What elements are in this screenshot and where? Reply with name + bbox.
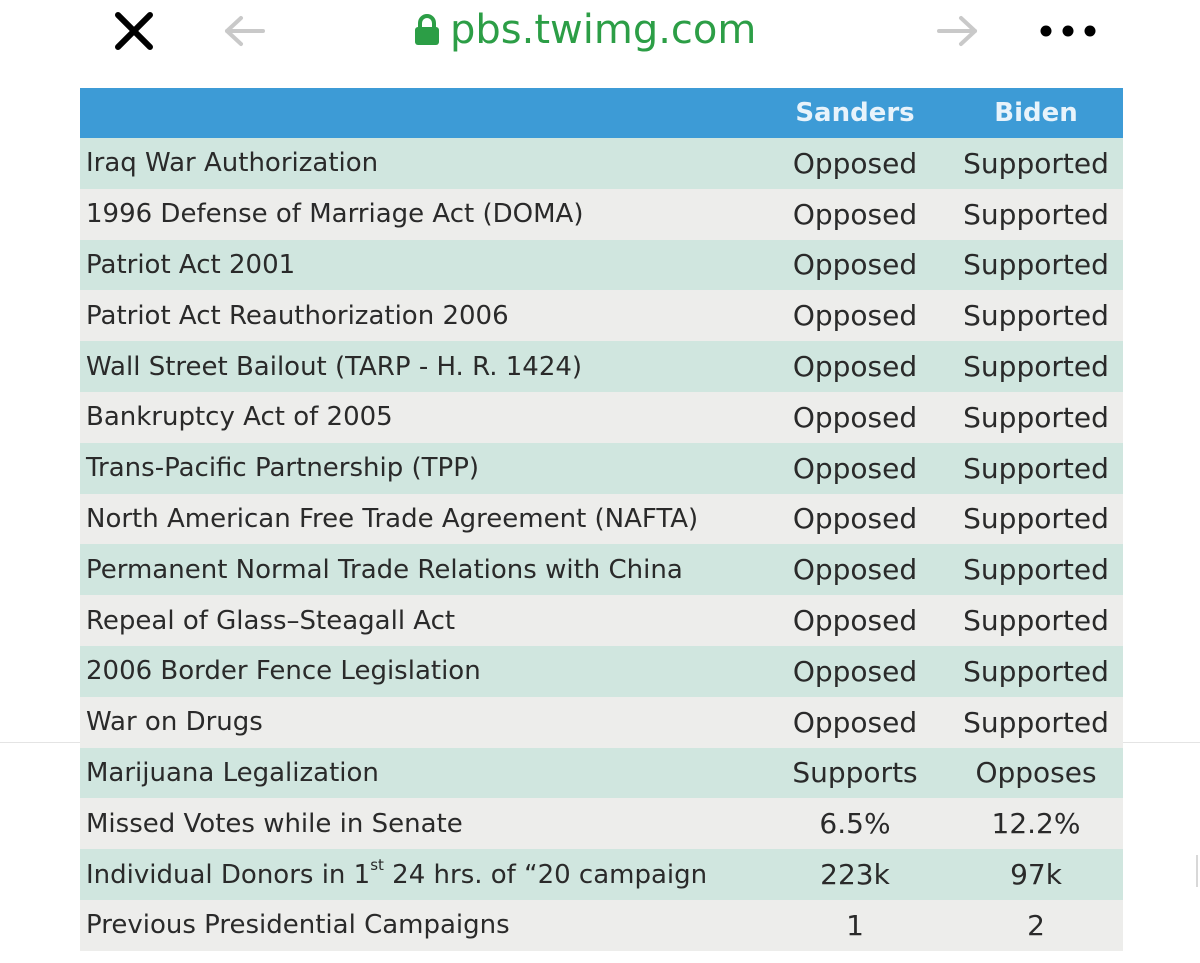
left-margin bbox=[0, 0, 80, 963]
biden-value: Supported bbox=[963, 654, 1109, 688]
forward-button[interactable] bbox=[932, 10, 984, 52]
row-label: Iraq War Authorization bbox=[86, 148, 379, 179]
address-bar[interactable] bbox=[412, 4, 756, 56]
biden-value: Supported bbox=[963, 400, 1109, 434]
row-label: Bankruptcy Act of 2005 bbox=[86, 402, 393, 433]
browser-toolbar bbox=[80, 0, 1123, 88]
table-body bbox=[80, 138, 1123, 951]
table-row bbox=[80, 748, 1123, 799]
table-row bbox=[80, 494, 1123, 545]
sanders-value: Opposed bbox=[792, 553, 918, 587]
right-margin bbox=[1123, 0, 1200, 963]
row-label: North American Free Trade Agreement (NAFTA) bbox=[86, 503, 699, 534]
biden-value: Supported bbox=[963, 350, 1109, 384]
comparison-table bbox=[80, 88, 1123, 951]
sanders-value: Supports bbox=[792, 756, 918, 790]
row-label: 1996 Defense of Marriage Act (DOMA) bbox=[86, 199, 584, 230]
sanders-value: Opposed bbox=[792, 400, 918, 434]
table-row bbox=[80, 544, 1123, 595]
row-label: Wall Street Bailout (TARP - H. R. 1424) bbox=[86, 351, 583, 382]
table-row bbox=[80, 290, 1123, 341]
back-button[interactable] bbox=[218, 10, 270, 52]
header-biden: Biden bbox=[994, 98, 1078, 128]
row-label: War on Drugs bbox=[86, 707, 263, 738]
biden-value: Supported bbox=[963, 146, 1109, 180]
biden-value: Supported bbox=[963, 197, 1109, 231]
row-label: Patriot Act 2001 bbox=[86, 249, 296, 280]
sanders-value: Opposed bbox=[792, 197, 918, 231]
row-label: Missed Votes while in Senate bbox=[86, 808, 463, 839]
lock-icon bbox=[412, 12, 442, 48]
row-label: Previous Presidential Campaigns bbox=[86, 910, 510, 941]
biden-value: 12.2% bbox=[991, 807, 1081, 841]
sanders-value: Opposed bbox=[792, 350, 918, 384]
biden-value: 2 bbox=[1027, 908, 1045, 942]
row-label: Permanent Normal Trade Relations with China bbox=[86, 554, 683, 585]
row-label bbox=[86, 849, 707, 900]
right-edge-mark bbox=[1196, 855, 1198, 887]
table-header bbox=[80, 88, 1123, 138]
table-row bbox=[80, 646, 1123, 697]
sanders-value: Opposed bbox=[792, 604, 918, 638]
row-label: Patriot Act Reauthorization 2006 bbox=[86, 300, 509, 331]
biden-value: Opposes bbox=[975, 756, 1097, 790]
sanders-value: Opposed bbox=[792, 654, 918, 688]
more-dots-icon bbox=[1036, 23, 1100, 39]
row-label-text: Individual Donors in 1 bbox=[86, 859, 371, 890]
table-row bbox=[80, 900, 1123, 951]
biden-value: Supported bbox=[963, 451, 1109, 485]
close-x-icon bbox=[112, 11, 156, 51]
right-divider bbox=[1123, 742, 1200, 743]
close-button[interactable] bbox=[108, 8, 160, 54]
left-divider bbox=[0, 742, 80, 743]
header-sanders: Sanders bbox=[795, 98, 915, 128]
table-row bbox=[80, 189, 1123, 240]
table-row bbox=[80, 443, 1123, 494]
sanders-value: Opposed bbox=[792, 705, 918, 739]
row-label: Trans-Pacific Partnership (TPP) bbox=[86, 453, 480, 484]
row-label: 2006 Border Fence Legislation bbox=[86, 656, 481, 687]
browser-window bbox=[80, 0, 1123, 963]
biden-value: Supported bbox=[963, 299, 1109, 333]
biden-value: 97k bbox=[1010, 858, 1062, 892]
more-menu-button[interactable] bbox=[1030, 10, 1106, 52]
row-label: Marijuana Legalization bbox=[86, 757, 379, 788]
sanders-value: Opposed bbox=[792, 248, 918, 282]
sanders-value: 1 bbox=[846, 908, 864, 942]
table-row bbox=[80, 392, 1123, 443]
biden-value: Supported bbox=[963, 604, 1109, 638]
table-row bbox=[80, 798, 1123, 849]
sanders-value: Opposed bbox=[792, 146, 918, 180]
table-row bbox=[80, 697, 1123, 748]
sanders-value: Opposed bbox=[792, 451, 918, 485]
table-row bbox=[80, 341, 1123, 392]
ordinal-suffix: st bbox=[370, 855, 384, 874]
table-row bbox=[80, 240, 1123, 291]
sanders-value: Opposed bbox=[792, 299, 918, 333]
sanders-value: Opposed bbox=[792, 502, 918, 536]
table-row bbox=[80, 849, 1123, 900]
sanders-value: 6.5% bbox=[819, 807, 891, 841]
table-row bbox=[80, 595, 1123, 646]
sanders-value: 223k bbox=[820, 858, 890, 892]
biden-value: Supported bbox=[963, 248, 1109, 282]
arrow-right-icon bbox=[935, 13, 981, 49]
url-text: pbs.twimg.com bbox=[450, 7, 757, 53]
biden-value: Supported bbox=[963, 553, 1109, 587]
row-label-text: 24 hrs. of “20 campaign bbox=[383, 859, 708, 890]
row-label: Repeal of Glass–Steagall Act bbox=[86, 605, 456, 636]
table-row bbox=[80, 138, 1123, 189]
biden-value: Supported bbox=[963, 705, 1109, 739]
arrow-left-icon bbox=[221, 13, 267, 49]
biden-value: Supported bbox=[963, 502, 1109, 536]
